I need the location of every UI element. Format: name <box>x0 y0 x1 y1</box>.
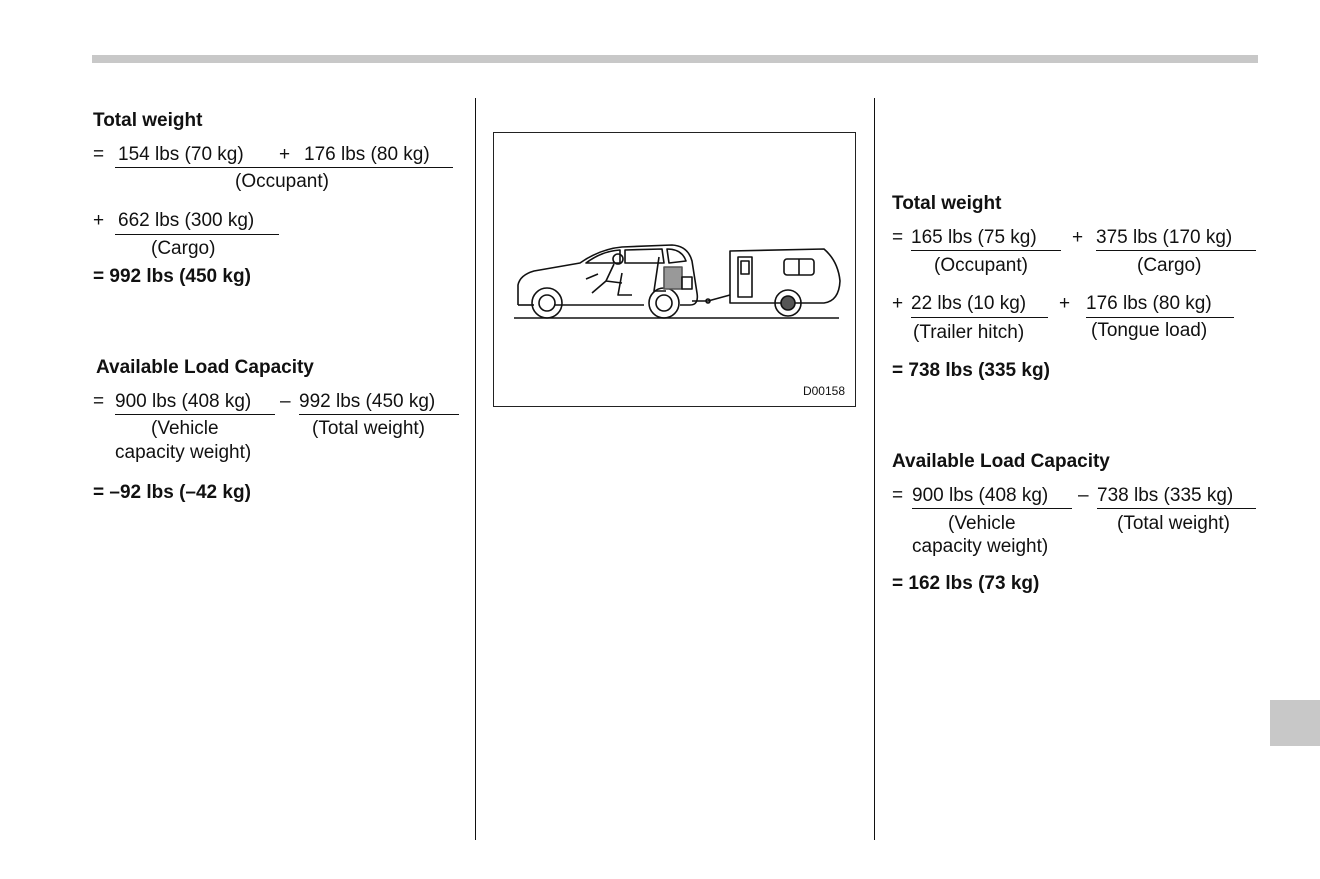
capacity-heading: Available Load Capacity <box>892 451 1110 472</box>
total-weight-underline <box>1097 508 1256 509</box>
vehicle-caption: (Vehicle <box>151 418 219 439</box>
plus-sign: + <box>1072 227 1084 248</box>
column-divider-left <box>475 98 476 840</box>
total-weight-result: = 992 lbs (450 kg) <box>93 266 251 287</box>
total-weight-result: = 738 lbs (335 kg) <box>892 360 1050 381</box>
trailer-hitch-caption: (Trailer hitch) <box>913 322 1025 343</box>
vehicle-capacity-underline <box>115 414 275 415</box>
occupant-weight-1: 154 lbs (70 kg) <box>118 144 244 165</box>
total-weight-value: 738 lbs (335 kg) <box>1097 485 1234 506</box>
capacity-result: = 162 lbs (73 kg) <box>892 573 1040 594</box>
equals-sign: = <box>892 485 904 506</box>
capacity-result: = –92 lbs (–42 kg) <box>93 482 251 503</box>
minus-sign: – <box>1078 485 1089 506</box>
figure-code: D00158 <box>802 384 845 398</box>
trailer-hitch-weight: 22 lbs (10 kg) <box>911 293 1027 314</box>
cargo-underline <box>115 234 279 235</box>
occupant-underline <box>911 250 1061 251</box>
plus-sign: + <box>892 293 904 314</box>
vehicle-capacity-underline <box>912 508 1072 509</box>
vehicle-capacity-weight: 900 lbs (408 kg) <box>115 391 252 412</box>
total-weight-value: 992 lbs (450 kg) <box>299 391 436 412</box>
plus-sign: + <box>1059 293 1071 314</box>
car-trailer-drawing <box>494 133 857 408</box>
header-rule <box>92 55 1258 63</box>
total-weight-underline <box>299 414 459 415</box>
minus-sign: – <box>280 391 291 412</box>
equals-sign: = <box>93 391 105 412</box>
trailer-hitch-underline <box>911 317 1048 318</box>
equals-sign: = <box>93 144 105 165</box>
section-tab <box>1270 700 1320 746</box>
cargo-caption: (Cargo) <box>151 238 216 259</box>
column-divider-right <box>874 98 875 840</box>
total-weight-caption: (Total weight) <box>1117 513 1230 534</box>
cargo-weight: 662 lbs (300 kg) <box>118 210 255 231</box>
tongue-load-weight: 176 lbs (80 kg) <box>1086 293 1212 314</box>
occupant-weight: 165 lbs (75 kg) <box>911 227 1037 248</box>
cargo-weight: 375 lbs (170 kg) <box>1096 227 1233 248</box>
car-trailer-illustration <box>493 132 856 407</box>
occupant-caption: (Occupant) <box>934 255 1028 276</box>
equals-sign: = <box>892 227 904 248</box>
total-weight-heading: Total weight <box>93 110 203 131</box>
total-weight-heading: Total weight <box>892 193 1002 214</box>
plus-sign: + <box>279 144 291 165</box>
tongue-load-caption: (Tongue load) <box>1091 320 1208 341</box>
capacity-heading: Available Load Capacity <box>96 357 314 378</box>
capacity-weight-caption: capacity weight) <box>115 442 252 463</box>
cargo-caption: (Cargo) <box>1137 255 1202 276</box>
plus-sign: + <box>93 210 105 231</box>
capacity-weight-caption: capacity weight) <box>912 536 1049 557</box>
total-weight-caption: (Total weight) <box>312 418 425 439</box>
occupant-underline <box>115 167 453 168</box>
vehicle-capacity-weight: 900 lbs (408 kg) <box>912 485 1049 506</box>
vehicle-caption: (Vehicle <box>948 513 1016 534</box>
tongue-load-underline <box>1086 317 1234 318</box>
occupant-weight-2: 176 lbs (80 kg) <box>304 144 430 165</box>
cargo-underline <box>1096 250 1256 251</box>
occupant-caption: (Occupant) <box>235 171 329 192</box>
